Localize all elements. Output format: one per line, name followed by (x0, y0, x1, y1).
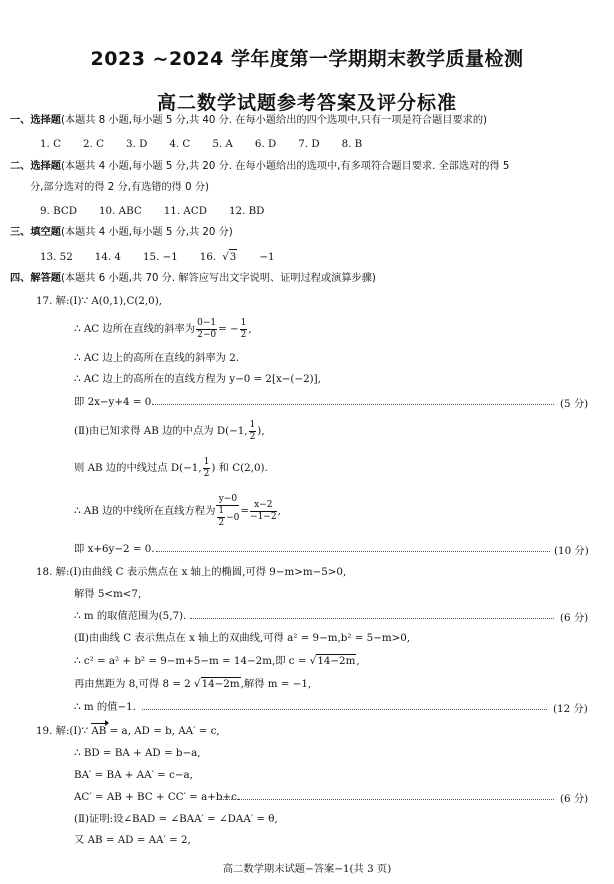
section-2-desc-line2: 分,部分选对的得 2 分,有选错的得 0 分) (30, 182, 209, 193)
section-1-label: 一、选择题 (10, 115, 61, 126)
q19-score-6: (6 分) (560, 793, 589, 805)
q17-line-1: 17. 解:(Ⅰ)∵ A(0,1),C(2,0), (36, 295, 163, 307)
q19-line-3: BA′ = BA + AA′ = c−a, (74, 769, 193, 781)
q17-line-6: (Ⅱ)由已知求得 AB 边的中点为 D(−1, $\frac{1}{2}$ ), (74, 419, 265, 442)
q18-dots-6 (190, 618, 554, 619)
answer-3: 3. D (125, 138, 148, 150)
q17-line-3: ∴ AC 边上的高所在直线的斜率为 2. (74, 352, 240, 364)
answer-10: 10. ABC (99, 205, 142, 217)
q17-line-8: ∴ AB 边的中线所在直线方程为 y−0 $\frac{1}{2}$ −0 = $\frac{x-2}{-1-2}$ , (74, 493, 281, 528)
q17-line-2: ∴ AC 边所在直线的斜率为 $\frac{0-1}{2-0}$ = − $\frac{1}{2}$ , (74, 317, 252, 340)
section-2-header (10, 160, 509, 174)
q19-dots-6 (220, 799, 554, 800)
answer-16: 16. √3 −1 (199, 251, 275, 263)
q18-line-6: 再由焦距为 8,可得 8 = 2 √14−2m,解得 m = −1, (74, 678, 312, 690)
document-subtitle: 高二数学试题参考答案及评分标准 (156, 92, 457, 114)
section-2-desc: (本题共 4 小题,每小题 5 分,共 20 分. 在每小题给出的选项中,有多项符合题目要求. 全部选对的得 5 (60, 161, 510, 172)
q18-root-2: 14−2m (201, 678, 240, 690)
q18-score-12: (12 分) (553, 703, 588, 715)
q19-line-2: ∴ BD = BA + AD = b−a, (74, 747, 201, 759)
answer-11: 11. ACD (163, 205, 207, 217)
document-title: 2023 ~2024 学年度第一学期期末教学质量检测 (90, 48, 524, 70)
answer-8: 8. B (341, 138, 363, 150)
section-1-header (10, 114, 487, 128)
q17-line-7: 则 AB 边的中线过点 D(−1, $\frac{1}{2}$ ) 和 C(2,0). (74, 456, 268, 479)
answer-16-root: 3 (229, 251, 237, 263)
q17-slope-fraction: $\frac{0-1}{2-0}$ (197, 317, 217, 340)
q17-half-fraction: $\frac{1}{2}$ (240, 317, 247, 340)
q19-line-6: 又 AB = AD = AA′ = 2, (74, 834, 191, 846)
q18-root-1: 14−2m (317, 655, 356, 667)
answer-6: 6. D (254, 138, 277, 150)
q17-score-5: (5 分) (560, 398, 589, 410)
answer-14: 14. 4 (94, 251, 121, 263)
q18-score-6: (6 分) (560, 612, 589, 624)
answer-9: 9. BCD (40, 205, 77, 217)
q17-line-5: 即 2x−y+4 = 0. (74, 396, 155, 408)
answer-12: 12. BD (228, 205, 265, 217)
q18-dots-12 (142, 709, 547, 710)
answer-7: 7. D (298, 138, 320, 150)
section-3-header (10, 226, 233, 240)
section-3-desc: (本题共 4 小题,每小题 5 分,共 20 分) (60, 227, 233, 238)
q18-line-4: (Ⅱ)由曲线 C 表示焦点在 x 轴上的双曲线,可得 a² = 9−m,b² = 5−m>0, (74, 632, 411, 644)
q17-line-fraction-right: $\frac{x-2}{-1-2}$ (250, 499, 277, 522)
section-2-label: 二、选择题 (10, 161, 61, 172)
q18-line-7: ∴ m 的值−1. (74, 701, 136, 713)
section-4-desc: (本题共 6 小题,共 70 分. 解答应写出文字说明、证明过程或演算步骤) (60, 273, 376, 284)
q19-line-4: AC′ = AB + BC + CC′ = a+b+c. (74, 791, 241, 803)
section-4-label: 四、解答题 (10, 273, 61, 284)
answers-2-row (40, 204, 286, 218)
q17-midpoint-fraction: $\frac{1}{2}$ (249, 419, 256, 442)
q18-line-3: ∴ m 的取值范围为(5,7). (74, 610, 187, 622)
q17-line-fraction-left: y−0 $\frac{1}{2}$ −0 (218, 493, 240, 528)
answer-2: 2. C (82, 138, 104, 150)
q18-line-1: 18. 解:(Ⅰ)由曲线 C 表示焦点在 x 轴上的椭圆,可得 9−m>m−5>0, (36, 566, 347, 578)
answers-3-row (40, 249, 297, 264)
page-footer: 高二数学期末试题−答案−1(共 3 页) (222, 863, 392, 875)
answer-16-tail: −1 (259, 251, 275, 263)
q18-line-2: 解得 5<m<7, (74, 588, 142, 600)
section-4-header (10, 272, 376, 286)
answer-1: 1. C (40, 138, 61, 150)
q18-line-5: ∴ c² = a² + b² = 9−m+5−m = 14−2m,即 c = √14−2m, (74, 655, 360, 667)
q19-line-5: (Ⅱ)证明:设∠BAD = ∠BAA′ = ∠DAA′ = θ, (74, 813, 278, 825)
q17-score-10: (10 分) (554, 545, 589, 557)
q19-line-1: 19. 解:(Ⅰ)∵ AB = a, AD = b, AA′ = c, (36, 725, 220, 737)
answers-1-row (40, 137, 384, 151)
answer-15: 15. −1 (142, 251, 178, 263)
q17-point-fraction: $\frac{1}{2}$ (203, 456, 210, 479)
q17-dots-10 (156, 551, 550, 552)
answer-4: 4. C (169, 138, 191, 150)
q17-line-9: 即 x+6y−2 = 0. (74, 543, 155, 555)
answer-5: 5. A (212, 138, 233, 150)
section-3-label: 三、填空题 (10, 227, 61, 238)
answer-13: 13. 52 (40, 251, 73, 263)
section-1-desc: (本题共 8 小题,每小题 5 分,共 40 分. 在每小题给出的四个选项中,只有一项是符合题目要求的) (60, 115, 487, 126)
q17-line-4: ∴ AC 边上的高所在的直线方程为 y−0 = 2[x−(−2)], (74, 373, 321, 385)
q17-dots-5 (152, 404, 554, 405)
